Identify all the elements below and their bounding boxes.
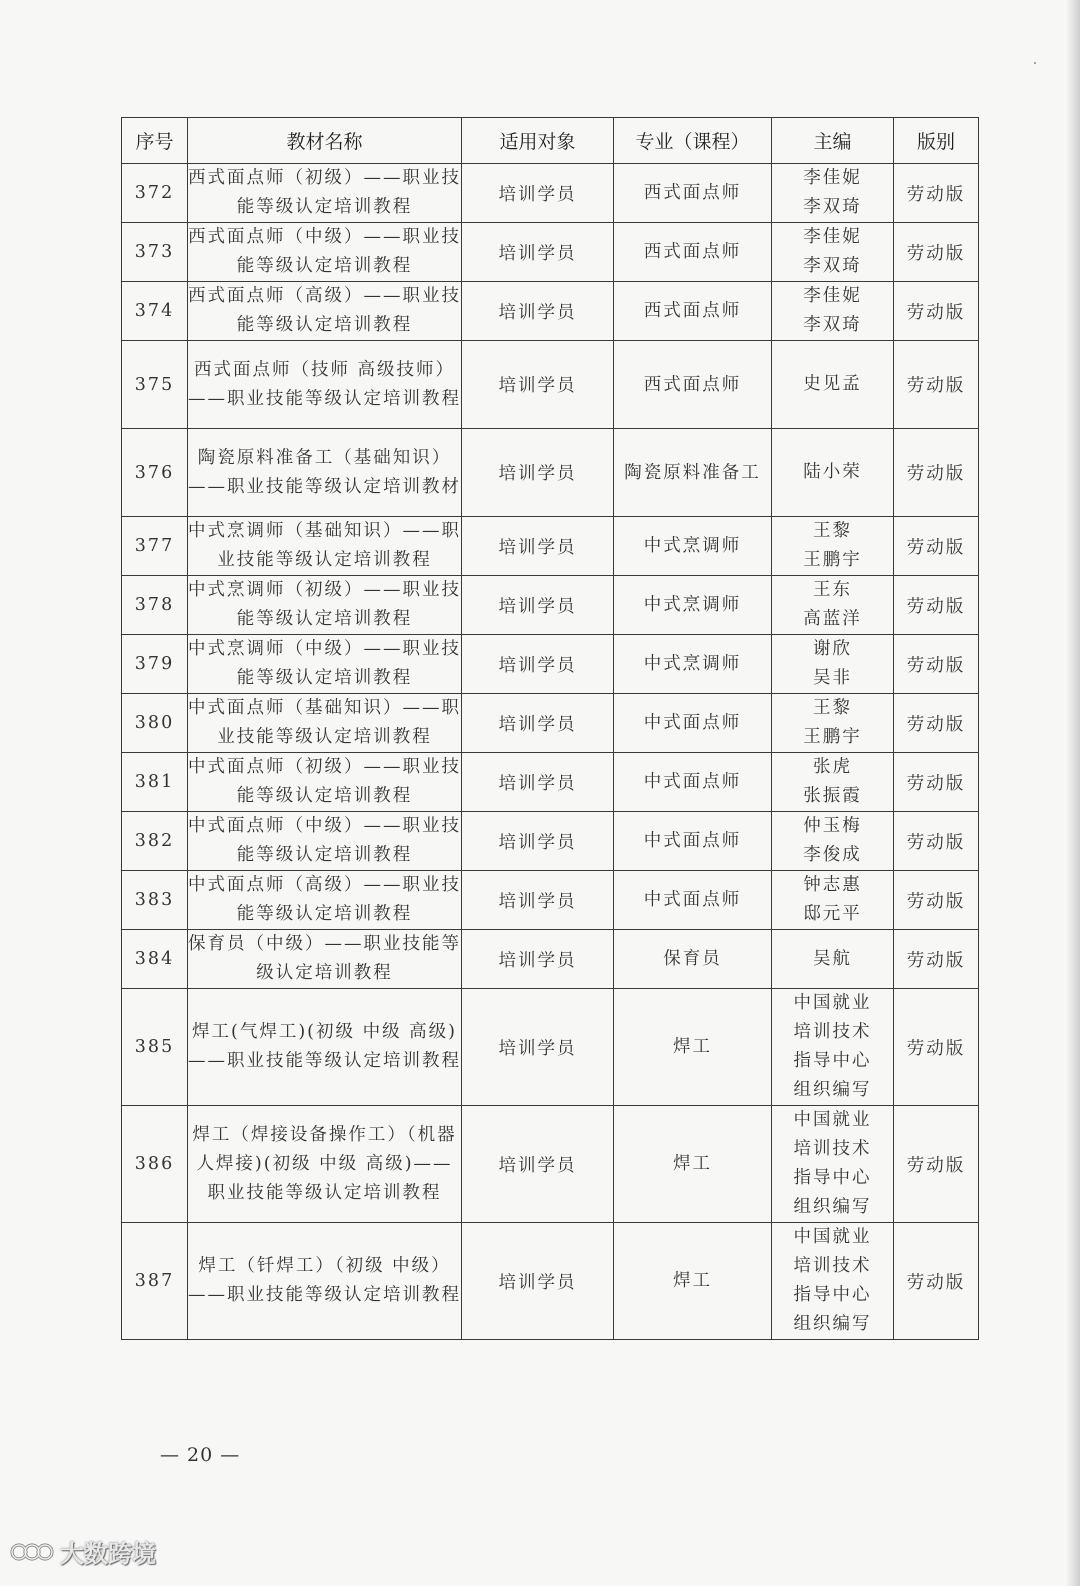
cell-editor: [772, 341, 894, 429]
cell-name: 保育员（中级）——职业技能等级认定培训教程: [188, 930, 462, 989]
editor-name: 钟志惠: [803, 875, 862, 895]
cell-edition: 劳动版: [894, 989, 979, 1106]
table-row: [122, 930, 979, 989]
cell-target: 培训学员: [462, 576, 614, 635]
editor-name: 中国就业: [793, 993, 872, 1013]
cell-editor: [772, 694, 894, 753]
table-row: [122, 429, 979, 517]
cell-target: 培训学员: [462, 930, 614, 989]
editor-name: 王黎: [813, 698, 852, 718]
cell-no: 376: [122, 429, 188, 517]
cell-no: 380: [122, 694, 188, 753]
cell-edition: 劳动版: [894, 1106, 979, 1223]
editor-name: 王鹏宇: [803, 727, 862, 747]
editor-name: 史见孟: [803, 374, 862, 394]
table-row: [122, 576, 979, 635]
cell-edition: 劳动版: [894, 164, 979, 223]
header-edition: 版别: [894, 118, 979, 164]
cell-edition: 劳动版: [894, 223, 979, 282]
watermark-text: 大数跨境: [60, 1540, 156, 1568]
editor-name: 指导中心: [793, 1168, 872, 1188]
watermark: [10, 1534, 156, 1569]
cell-major: 中式烹调师: [614, 635, 772, 694]
cell-major: 中式面点师: [614, 812, 772, 871]
cell-major: 西式面点师: [614, 164, 772, 223]
editor-name: 邸元平: [803, 904, 862, 924]
cell-editor: [772, 164, 894, 223]
editor-name: 王黎: [813, 521, 852, 541]
cell-target: 培训学员: [462, 1223, 614, 1340]
editor-name: 中国就业: [793, 1110, 872, 1130]
cell-target: 培训学员: [462, 812, 614, 871]
cell-major: 保育员: [614, 930, 772, 989]
editor-name: 吴航: [813, 948, 852, 969]
editor-name: 李佳妮: [803, 168, 862, 188]
cell-edition: 劳动版: [894, 517, 979, 576]
cell-name: 西式面点师（中级）——职业技能等级认定培训教程: [188, 223, 462, 282]
scan-speck: [1034, 62, 1036, 64]
watermark-logo-icon: [10, 1539, 54, 1565]
cell-no: 379: [122, 635, 188, 694]
cell-no: 381: [122, 753, 188, 812]
editor-name: 陆小荣: [803, 462, 862, 482]
cell-major: 焊工: [614, 989, 772, 1106]
editor-name: 李双琦: [803, 256, 862, 276]
editor-name: 吴非: [813, 668, 852, 688]
cell-name: 中式烹调师（基础知识）——职业技能等级认定培训教程: [188, 517, 462, 576]
editor-name: 李双琦: [803, 315, 862, 335]
cell-name: 中式面点师（基础知识）——职业技能等级认定培训教程: [188, 694, 462, 753]
cell-major: 中式面点师: [614, 871, 772, 930]
cell-target: 培训学员: [462, 1106, 614, 1223]
cell-target: 培训学员: [462, 164, 614, 223]
cell-no: 384: [122, 930, 188, 989]
header-no: 序号: [122, 118, 188, 164]
editor-name: 组织编写: [793, 1197, 872, 1217]
cell-target: 培训学员: [462, 635, 614, 694]
table-row: [122, 1106, 979, 1223]
editor-name: 仲玉梅: [803, 816, 862, 836]
cell-major: 中式烹调师: [614, 517, 772, 576]
cell-edition: 劳动版: [894, 429, 979, 517]
cell-major: 西式面点师: [614, 223, 772, 282]
cell-target: 培训学员: [462, 989, 614, 1106]
cell-edition: 劳动版: [894, 341, 979, 429]
table-row: [122, 1223, 979, 1340]
cell-major: 中式面点师: [614, 753, 772, 812]
editor-name: 王东: [813, 580, 852, 600]
cell-editor: [772, 517, 894, 576]
editor-name: 组织编写: [793, 1080, 872, 1100]
cell-editor: [772, 282, 894, 341]
cell-no: 377: [122, 517, 188, 576]
cell-editor: [772, 223, 894, 282]
editor-name: 谢欣: [813, 639, 852, 659]
cell-no: 383: [122, 871, 188, 930]
cell-edition: 劳动版: [894, 753, 979, 812]
editor-name: 李俊成: [803, 845, 862, 865]
cell-no: 372: [122, 164, 188, 223]
editor-name: 张虎: [813, 757, 852, 777]
cell-editor: [772, 930, 894, 989]
cell-major: 中式烹调师: [614, 576, 772, 635]
table-header-row: [122, 118, 979, 164]
textbook-catalog-table: [121, 117, 979, 1340]
cell-major: 陶瓷原料准备工: [614, 429, 772, 517]
cell-name: 中式面点师（中级）——职业技能等级认定培训教程: [188, 812, 462, 871]
table-row: [122, 164, 979, 223]
cell-no: 374: [122, 282, 188, 341]
editor-name: 指导中心: [793, 1051, 872, 1071]
cell-major: 焊工: [614, 1106, 772, 1223]
cell-name: 西式面点师（初级）——职业技能等级认定培训教程: [188, 164, 462, 223]
cell-edition: 劳动版: [894, 871, 979, 930]
cell-target: 培训学员: [462, 871, 614, 930]
cell-edition: 劳动版: [894, 282, 979, 341]
editor-name: 李佳妮: [803, 286, 862, 306]
cell-target: 培训学员: [462, 517, 614, 576]
table-row: [122, 989, 979, 1106]
editor-name: 王鹏宇: [803, 550, 862, 570]
table-row: [122, 871, 979, 930]
table-row: [122, 282, 979, 341]
cell-editor: [772, 1106, 894, 1223]
editor-name: 中国就业: [793, 1227, 872, 1247]
cell-major: 西式面点师: [614, 341, 772, 429]
cell-name: 焊工(气焊工)(初级 中级 高级)——职业技能等级认定培训教程: [188, 989, 462, 1106]
cell-name: 陶瓷原料准备工（基础知识）——职业技能等级认定培训教材: [188, 429, 462, 517]
cell-no: 385: [122, 989, 188, 1106]
cell-edition: 劳动版: [894, 812, 979, 871]
editor-name: 指导中心: [793, 1285, 872, 1305]
cell-target: 培训学员: [462, 429, 614, 517]
header-editor: 主编: [772, 118, 894, 164]
table-body: [122, 164, 979, 1340]
cell-name: 中式烹调师（初级）——职业技能等级认定培训教程: [188, 576, 462, 635]
cell-target: 培训学员: [462, 223, 614, 282]
cell-major: 西式面点师: [614, 282, 772, 341]
cell-edition: 劳动版: [894, 635, 979, 694]
cell-edition: 劳动版: [894, 694, 979, 753]
cell-target: 培训学员: [462, 282, 614, 341]
editor-name: 培训技术: [793, 1022, 872, 1042]
cell-edition: 劳动版: [894, 576, 979, 635]
cell-no: 382: [122, 812, 188, 871]
cell-editor: [772, 635, 894, 694]
editor-name: 李双琦: [803, 197, 862, 217]
cell-name: 西式面点师（高级）——职业技能等级认定培训教程: [188, 282, 462, 341]
cell-name: 中式烹调师（中级）——职业技能等级认定培训教程: [188, 635, 462, 694]
cell-editor: [772, 576, 894, 635]
table-row: [122, 812, 979, 871]
cell-no: 386: [122, 1106, 188, 1223]
cell-no: 378: [122, 576, 188, 635]
header-name: 教材名称: [188, 118, 462, 164]
editor-name: 高蓝洋: [803, 609, 862, 629]
header-target: 适用对象: [462, 118, 614, 164]
table-row: [122, 635, 979, 694]
cell-name: 中式面点师（初级）——职业技能等级认定培训教程: [188, 753, 462, 812]
cell-name: 西式面点师（技师 高级技师）——职业技能等级认定培训教程: [188, 341, 462, 429]
cell-target: 培训学员: [462, 753, 614, 812]
cell-target: 培训学员: [462, 341, 614, 429]
table-row: [122, 694, 979, 753]
page-edge-shadow: [1066, 0, 1080, 1586]
table-row: [122, 341, 979, 429]
editor-name: 培训技术: [793, 1256, 872, 1276]
cell-editor: [772, 1223, 894, 1340]
cell-edition: 劳动版: [894, 930, 979, 989]
editor-name: 李佳妮: [803, 227, 862, 247]
cell-name: 中式面点师（高级）——职业技能等级认定培训教程: [188, 871, 462, 930]
cell-no: 375: [122, 341, 188, 429]
cell-no: 373: [122, 223, 188, 282]
cell-edition: 劳动版: [894, 1223, 979, 1340]
table-row: [122, 223, 979, 282]
cell-target: 培训学员: [462, 694, 614, 753]
cell-name: 焊工（焊接设备操作工）（机器人焊接)(初级 中级 高级)——职业技能等级认定培训教程: [188, 1106, 462, 1223]
editor-name: 组织编写: [793, 1314, 872, 1334]
cell-editor: [772, 812, 894, 871]
cell-editor: [772, 429, 894, 517]
cell-name: 焊工（钎焊工）（初级 中级）——职业技能等级认定培训教程: [188, 1223, 462, 1340]
cell-major: 焊工: [614, 1223, 772, 1340]
cell-major: 中式面点师: [614, 694, 772, 753]
table-row: [122, 753, 979, 812]
cell-no: 387: [122, 1223, 188, 1340]
cell-editor: [772, 871, 894, 930]
cell-editor: [772, 753, 894, 812]
editor-name: 张振霞: [803, 786, 862, 806]
table-row: [122, 517, 979, 576]
editor-name: 培训技术: [793, 1139, 872, 1159]
header-major: 专业（课程）: [614, 118, 772, 164]
page-number: — 20 —: [160, 1444, 241, 1466]
cell-editor: [772, 989, 894, 1106]
